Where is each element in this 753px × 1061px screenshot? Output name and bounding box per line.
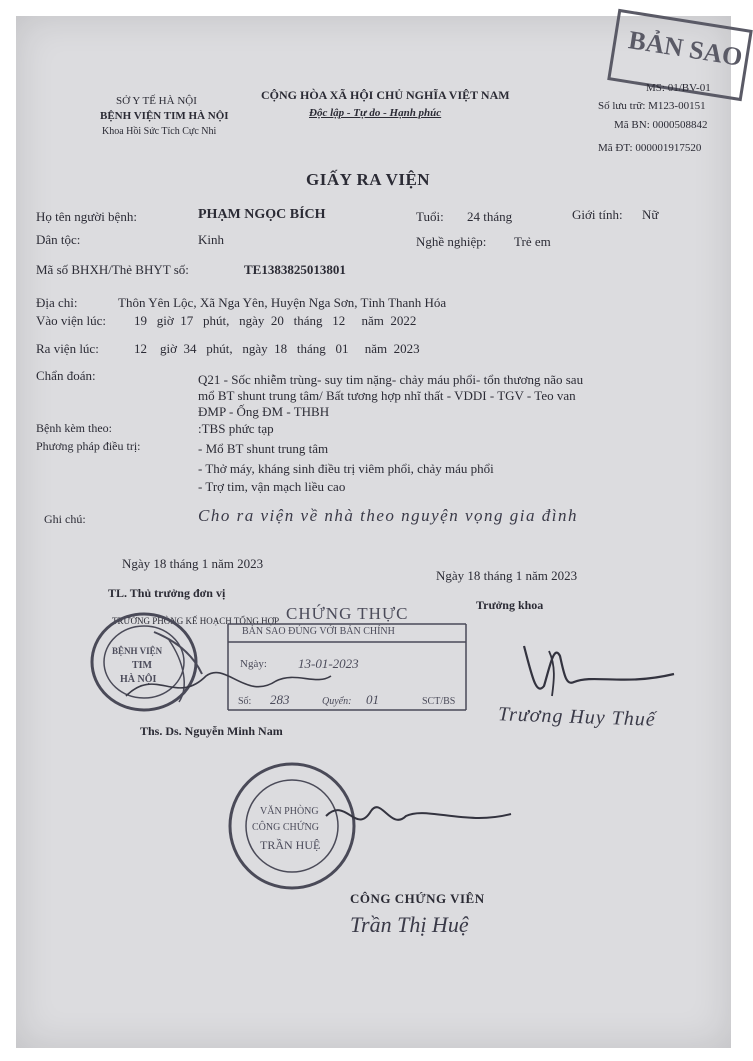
age-value: 24 tháng (467, 209, 513, 224)
hospital-seal-line1: BỆNH VIỆN (112, 646, 163, 656)
dept-line3: Khoa Hồi Sức Tích Cực Nhi (102, 126, 217, 137)
cert-quyen-label: Quyển: (322, 696, 352, 707)
ms-code: MS: 01/BV-01 (646, 82, 711, 94)
note-label: Ghi chú: (44, 512, 86, 526)
comorbid-label: Bệnh kèm theo: (36, 421, 112, 435)
diagnosis-line2: mổ BT shunt trung tâm/ Bất tương hợp nhĩ thất - VDDI - TGV - Teo van (198, 388, 576, 403)
cert-no-value: 283 (270, 692, 290, 707)
cert-subtitle: BẢN SAO ĐÚNG VỚI BẢN CHÍNH (242, 626, 395, 637)
nation-motto: Độc lập - Tự do - Hạnh phúc (309, 107, 442, 119)
cert-suffix: SCT/BS (422, 696, 456, 707)
date-left: Ngày 18 tháng 1 năm 2023 (122, 556, 264, 571)
discharge-label: Ra viện lúc: (36, 341, 99, 356)
left-role: TL. Thủ trưởng đơn vị (108, 586, 226, 600)
gender-label: Giới tính: (572, 207, 623, 222)
left-signer-name: Ths. Ds. Nguyễn Minh Nam (140, 724, 283, 738)
treatment-line2: - Thở máy, kháng sinh điều trị viêm phổi, chảy máu phổi (198, 461, 494, 476)
job-value: Trẻ em (514, 234, 551, 249)
admit-label: Vào viện lúc: (36, 313, 107, 328)
diagnosis-label: Chẩn đoán: (36, 368, 96, 383)
insurance-label: Mã số BHXH/Thẻ BHYT số: (36, 262, 189, 277)
cert-date-value: 13-01-2023 (298, 656, 359, 671)
discharge-value: 12 giờ 34 phút, ngày 18 tháng 01 năm 2023 (134, 341, 420, 356)
admit-value: 19 giờ 17 phút, ngày 20 tháng 12 năm 2022 (134, 313, 417, 328)
document-title: GIẤY RA VIỆN (306, 170, 431, 189)
right-role: Trưởng khoa (476, 598, 544, 612)
notary-role: CÔNG CHỨNG VIÊN (350, 891, 485, 906)
cert-quyen-value: 01 (366, 692, 379, 707)
left-subrole: TRƯỞNG PHÒNG KẾ HOẠCH TỔNG HỢP (112, 616, 280, 626)
job-label: Nghề nghiệp: (416, 234, 487, 249)
name-label: Họ tên người bệnh: (36, 209, 137, 224)
ethnic-value: Kinh (198, 232, 224, 247)
treatment-id: Mã ĐT: 000001917520 (598, 142, 702, 154)
diagnosis-line3: ĐMP - Ống ĐM - THBH (198, 404, 330, 419)
head-signer-name: Trương Huy Thuế (497, 703, 657, 731)
diagnosis-line1: Q21 - Sốc nhiễm trùng- suy tim nặng- chảy máu phổi- tổn thương não sau (198, 372, 584, 387)
name-value: PHẠM NGỌC BÍCH (198, 207, 326, 222)
address-label: Địa chỉ: (36, 295, 78, 310)
storage-number: Số lưu trữ: M123-00151 (598, 100, 706, 112)
age-label: Tuổi: (416, 209, 444, 224)
nation-title: CỘNG HÒA XÃ HỘI CHỦ NGHĨA VIỆT NAM (261, 88, 510, 102)
treatment-line3: - Trợ tim, vận mạch liều cao (198, 479, 346, 494)
comorbid-value: :TBS phức tạp (198, 421, 274, 436)
hospital-seal-line2: TIM (132, 660, 152, 671)
ethnic-label: Dân tộc: (36, 232, 81, 247)
cert-title: CHỨNG THỰC (286, 604, 409, 623)
notary-seal-line1: VĂN PHÒNG (260, 806, 319, 817)
notary-seal-line3: TRẦN HUỆ (260, 838, 321, 852)
gender-value: Nữ (642, 207, 659, 222)
treatment-line1: - Mổ BT shunt trung tâm (198, 441, 329, 456)
insurance-value: TE1383825013801 (244, 262, 346, 277)
treatment-label: Phương pháp điều trị: (36, 439, 141, 453)
notary-seal-line2: CÔNG CHỨNG (252, 822, 319, 833)
dept-line1: SỞ Y TẾ HÀ NỘI (116, 95, 197, 107)
hospital-seal-line3: HÀ NỘI (120, 674, 157, 685)
date-right: Ngày 18 tháng 1 năm 2023 (436, 568, 578, 583)
note-handwritten: Cho ra viện về nhà theo nguyện vọng gia đình (198, 506, 578, 525)
notary-name: Trần Thị Huệ (350, 912, 469, 937)
dept-line2: BỆNH VIỆN TIM HÀ NỘI (100, 110, 229, 122)
cert-date-label: Ngày: (240, 658, 267, 670)
patient-id: Mã BN: 0000508842 (614, 119, 708, 131)
copy-stamp-text: BẢN SAO (626, 25, 745, 72)
address-value: Thôn Yên Lộc, Xã Nga Yên, Huyện Nga Sơn, Tỉnh Thanh Hóa (118, 295, 447, 310)
cert-no-label: Số: (238, 696, 252, 707)
document-page (16, 16, 745, 1048)
